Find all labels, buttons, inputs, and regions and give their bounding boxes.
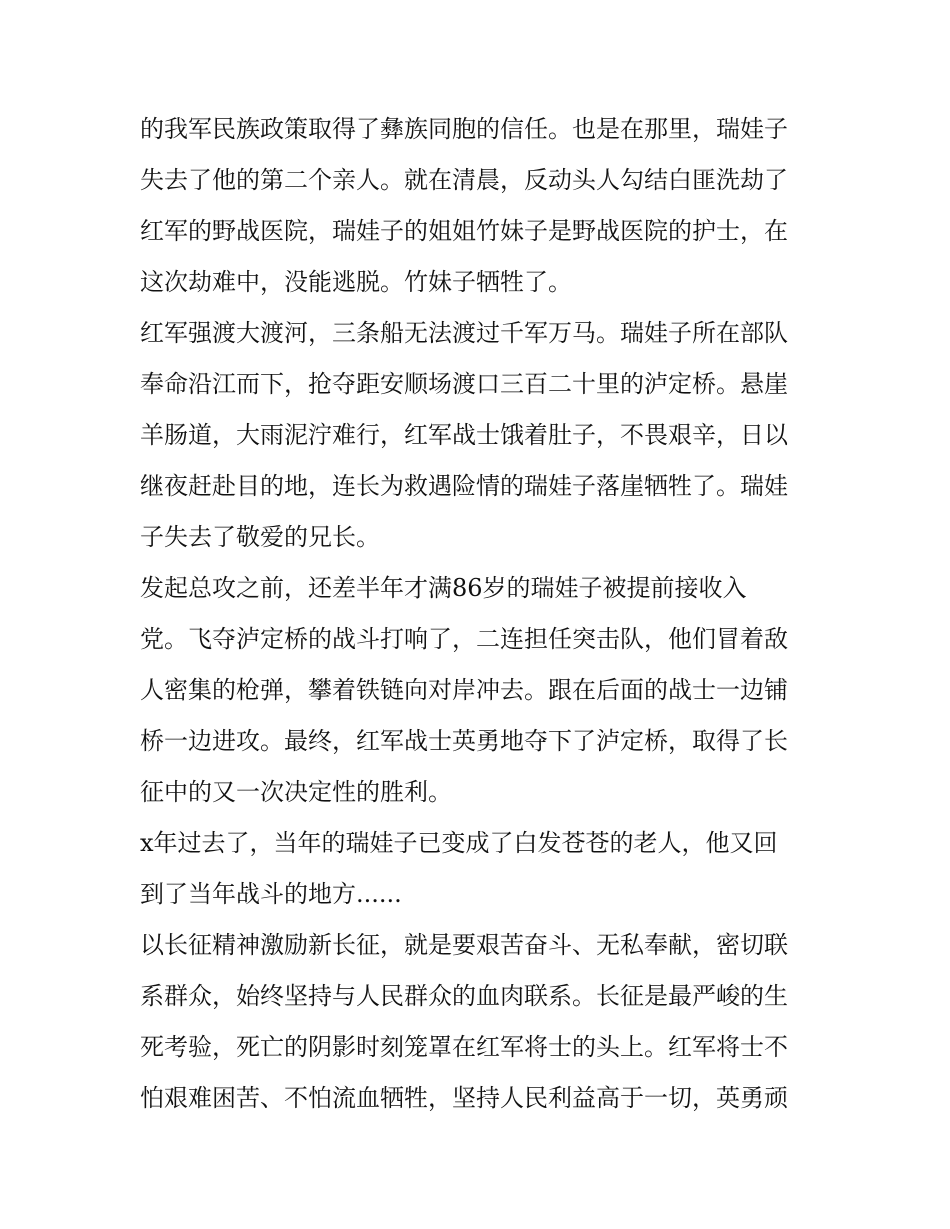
body-text bbox=[140, 107, 820, 1127]
text-line: 征中的又一次决定性的胜利。 bbox=[140, 778, 452, 806]
text-line: 的我军民族政策取得了彝族同胞的信任。也是在那里，瑞娃子 bbox=[140, 115, 788, 143]
text-line: 人密集的枪弹，攀着铁链向对岸冲去。跟在后面的战士一边铺 bbox=[140, 676, 788, 704]
text-line: 桥一边进攻。最终，红军战士英勇地夺下了泸定桥，取得了长 bbox=[140, 727, 788, 755]
text-line: 子失去了敬爱的兄长。 bbox=[140, 523, 380, 551]
text-line: 失去了他的第二个亲人。就在清晨，反动头人勾结白匪洗劫了 bbox=[140, 166, 788, 194]
text-line: x年过去了，当年的瑞娃子已变成了白发苍苍的老人，他又回 bbox=[140, 829, 778, 857]
text-line: 以长征精神激励新长征，就是要艰苦奋斗、无私奉献，密切联 bbox=[140, 931, 788, 959]
text-line: 红军强渡大渡河，三条船无法渡过千军万马。瑞娃子所在部队 bbox=[140, 319, 788, 347]
text-line: 继夜赶赴目的地，连长为救遇险情的瑞娃子落崖牺牲了。瑞娃 bbox=[140, 472, 788, 500]
text-line: 羊肠道，大雨泥泞难行，红军战士饿着肚子，不畏艰辛，日以 bbox=[140, 421, 788, 449]
text-line: 死考验，死亡的阴影时刻笼罩在红军将士的头上。红军将士不 bbox=[140, 1033, 788, 1061]
text-line: 党。飞夺泸定桥的战斗打响了，二连担任突击队，他们冒着敌 bbox=[140, 625, 788, 653]
text-line: 这次劫难中，没能逃脱。竹妹子牺牲了。 bbox=[140, 268, 572, 296]
text-line: 发起总攻之前，还差半年才满86岁的瑞娃子被提前接收入 bbox=[140, 574, 747, 602]
text-line: 怕艰难困苦、不怕流血牺牲，坚持人民利益高于一切，英勇顽 bbox=[140, 1084, 788, 1112]
text-line: 奉命沿江而下，抢夺距安顺场渡口三百二十里的泸定桥。悬崖 bbox=[140, 370, 788, 398]
text-line: 到了当年战斗的地方...... bbox=[140, 880, 402, 908]
text-line: 红军的野战医院，瑞娃子的姐姐竹妹子是野战医院的护士，在 bbox=[140, 217, 788, 245]
text-line: 系群众，始终坚持与人民群众的血肉联系。长征是最严峻的生 bbox=[140, 982, 788, 1010]
